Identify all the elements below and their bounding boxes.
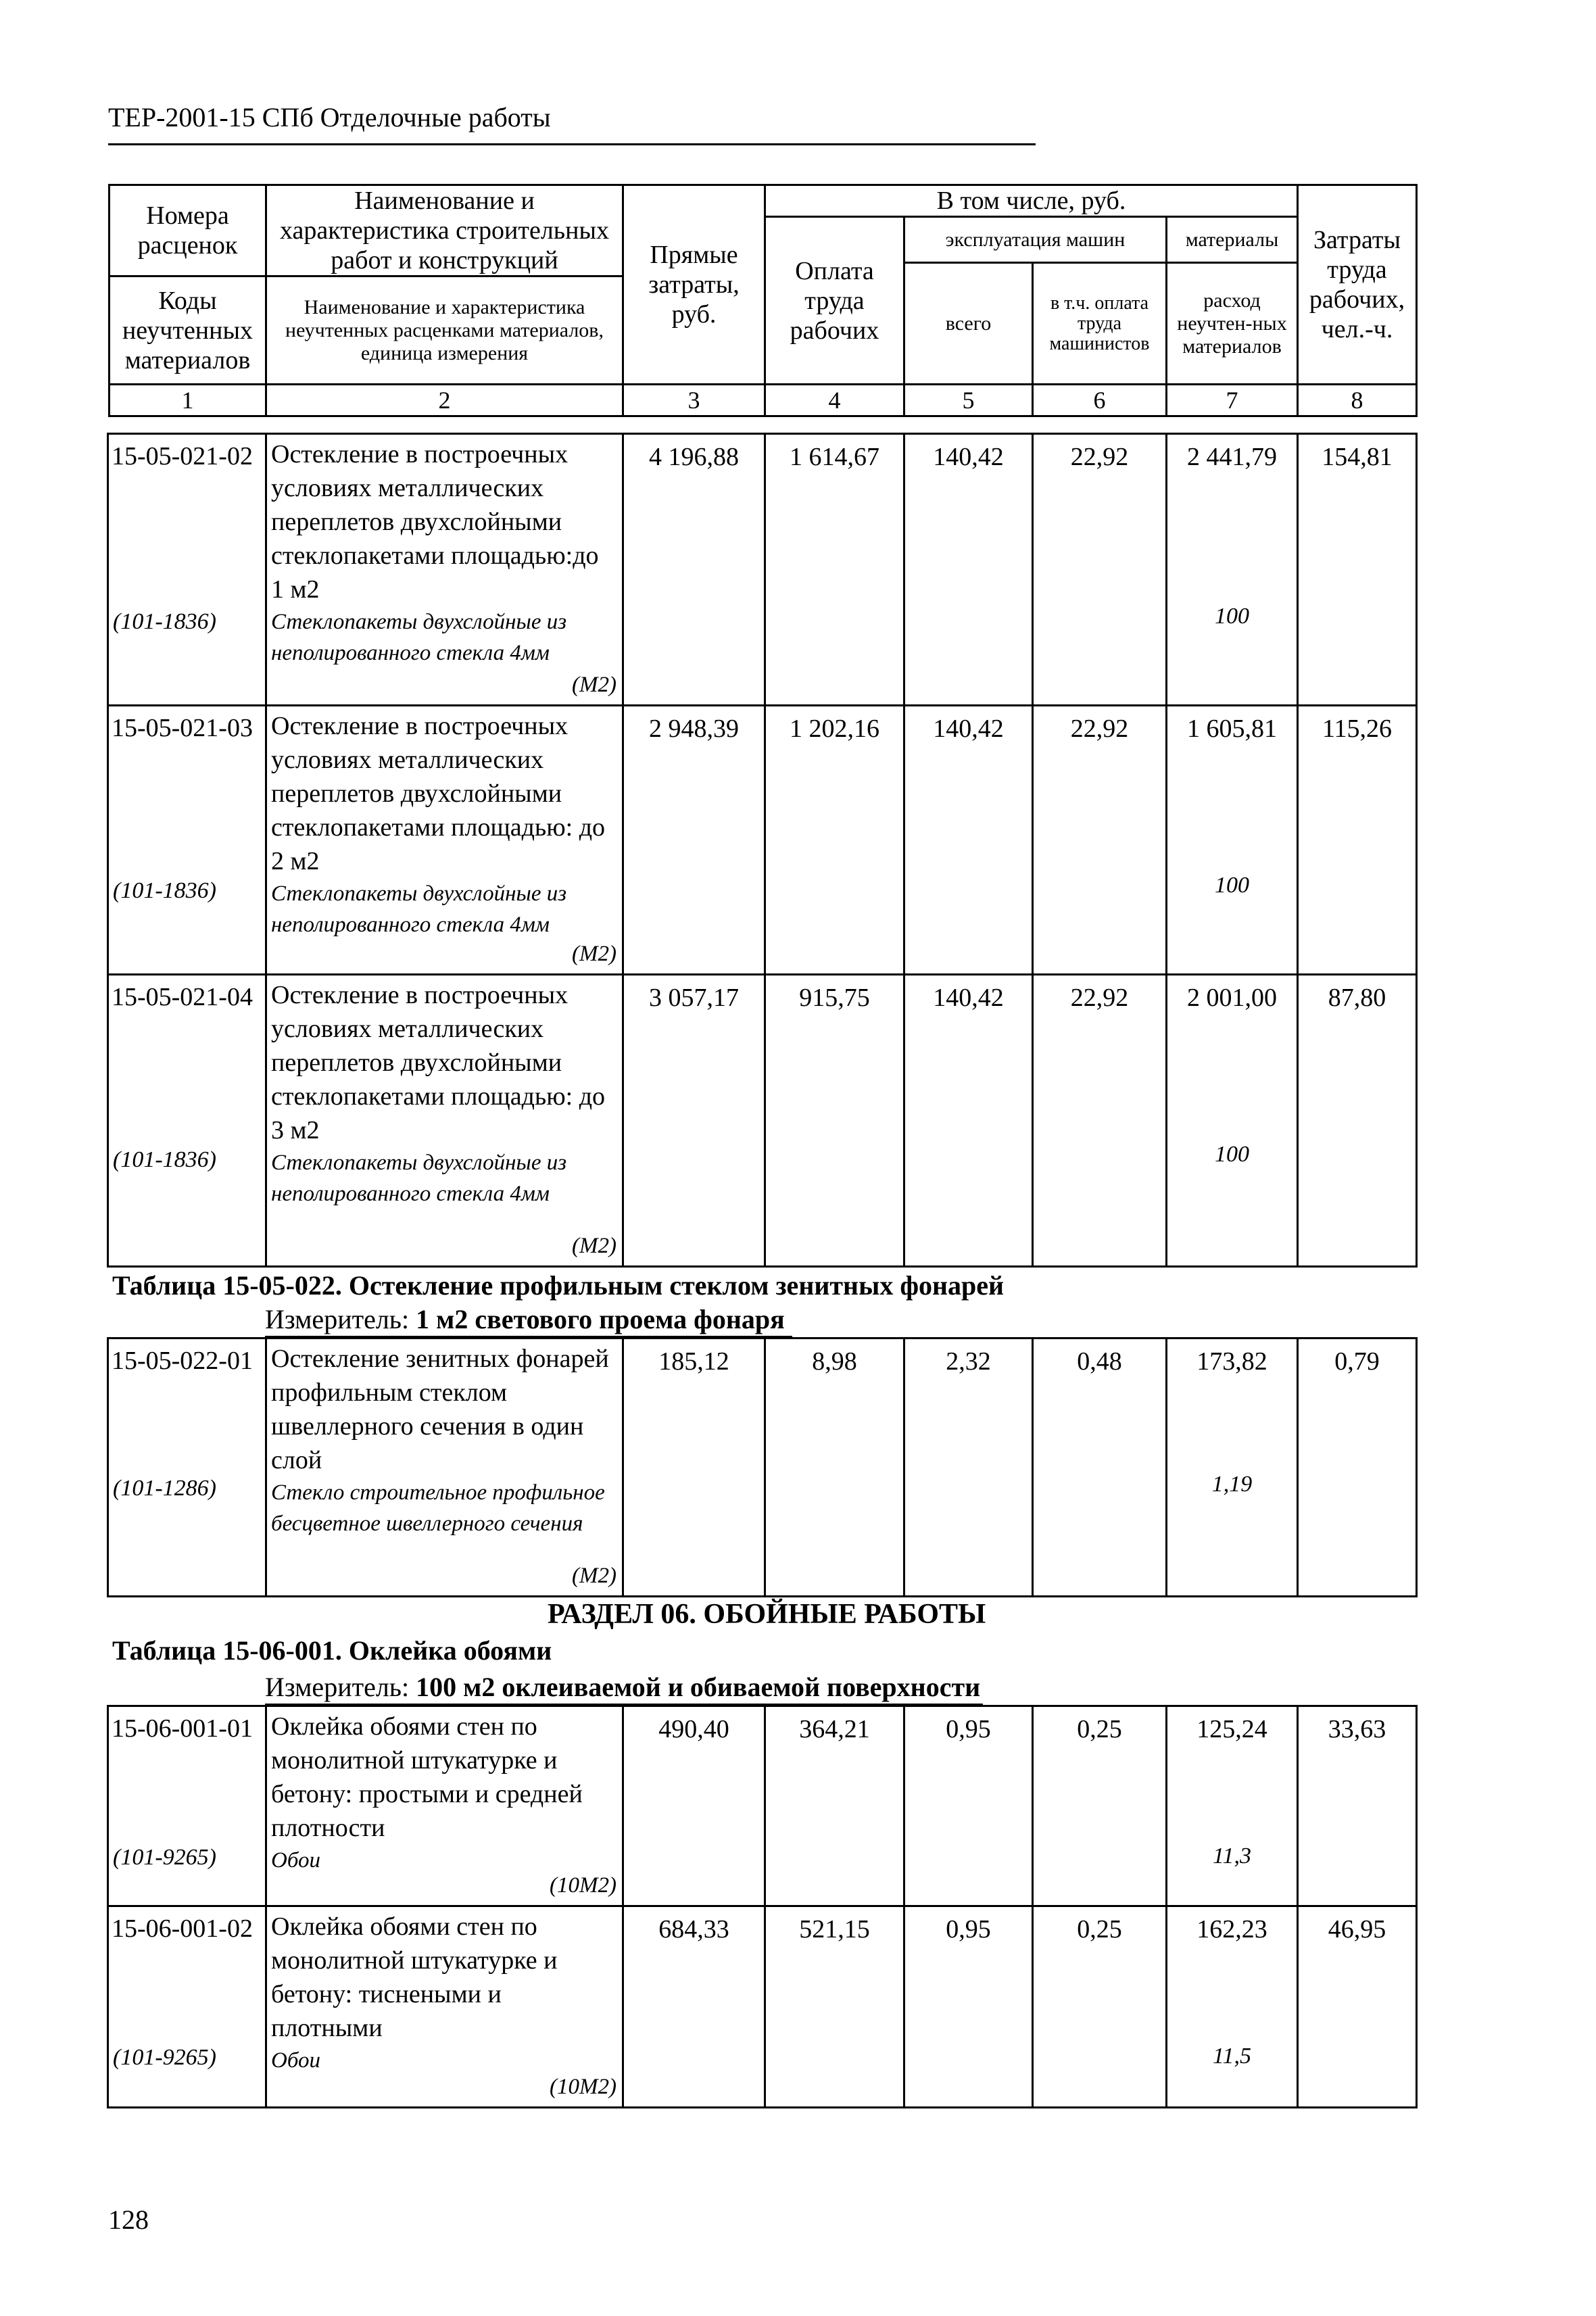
direct-costs: 2 948,39 xyxy=(623,706,765,975)
unit: (М2) xyxy=(572,1564,616,1588)
machinists-pay: 22,92 xyxy=(1033,706,1167,975)
header-col2-top: Наименование и характеристика строительных работ и конструкций xyxy=(266,185,623,276)
machines-total: 140,42 xyxy=(904,706,1033,975)
column-number-8: 8 xyxy=(1298,385,1417,416)
header-group: В том числе, руб. xyxy=(765,185,1298,217)
column-number-4: 4 xyxy=(765,385,904,416)
labor-hours: 33,63 xyxy=(1298,1706,1417,1906)
materials-cost: 2 001,00 xyxy=(1187,984,1277,1012)
labor-hours: 115,26 xyxy=(1298,706,1417,975)
materials-cost: 173,82 xyxy=(1196,1347,1267,1376)
measure-label: Измеритель: xyxy=(265,1304,410,1334)
table-row xyxy=(108,434,1417,706)
material-qty: 1,19 xyxy=(1211,1472,1253,1497)
measure-label: Измеритель: xyxy=(265,1672,410,1702)
machines-total: 0,95 xyxy=(904,1706,1033,1906)
labor-hours: 87,80 xyxy=(1298,975,1417,1267)
work-description: Остекление в построечных условиях металлических переплетов двухслойными стеклопакетами площадью: до 3 м2 xyxy=(271,981,606,1144)
labor-pay: 521,15 xyxy=(765,1906,904,2108)
column-number-2: 2 xyxy=(266,385,623,416)
material-code: (101-1836) xyxy=(113,609,216,634)
material-code: (101-1836) xyxy=(113,878,216,903)
header-col1-bottom: Коды неучтенных материалов xyxy=(110,276,266,385)
direct-costs: 4 196,88 xyxy=(623,434,765,706)
section-title-06: РАЗДЕЛ 06. ОБОЙНЫЕ РАБОТЫ xyxy=(548,1599,986,1630)
labor-hours: 154,81 xyxy=(1298,434,1417,706)
material-qty: 11,5 xyxy=(1213,2044,1251,2069)
table-row xyxy=(108,706,1417,975)
column-header-table xyxy=(108,184,1418,417)
column-number-5: 5 xyxy=(904,385,1033,416)
machines-total: 0,95 xyxy=(904,1906,1033,2108)
table-caption-15-06-001: Таблица 15-06-001. Оклейка обоями xyxy=(112,1635,552,1666)
material-code: (101-9265) xyxy=(113,2045,216,2070)
material-code: (101-1286) xyxy=(113,1476,216,1501)
direct-costs: 185,12 xyxy=(623,1338,765,1597)
table-row xyxy=(108,1706,1417,1906)
labor-pay: 8,98 xyxy=(765,1338,904,1597)
material-name: Обои xyxy=(271,2048,320,2073)
header-col3: Прямые затраты, руб. xyxy=(623,185,765,385)
materials-cost: 2 441,79 xyxy=(1187,443,1277,471)
labor-hours: 0,79 xyxy=(1298,1338,1417,1597)
column-number-1: 1 xyxy=(110,385,266,416)
column-number-7: 7 xyxy=(1167,385,1298,416)
table-row xyxy=(108,1906,1417,2108)
rate-code: 15-05-021-02 xyxy=(112,442,253,471)
machines-total: 140,42 xyxy=(904,434,1033,706)
machinists-pay: 22,92 xyxy=(1033,975,1167,1267)
header-col4: Оплата труда рабочих xyxy=(765,217,904,385)
labor-pay: 1 202,16 xyxy=(765,706,904,975)
material-qty: 100 xyxy=(1215,1142,1249,1167)
material-name: Обои xyxy=(271,1848,320,1873)
measure-15-06-001 xyxy=(265,1671,980,1703)
unit: (10М2) xyxy=(550,2075,616,2099)
material-name: Стекло строительное профильное бесцветное швеллерного сечения xyxy=(271,1480,605,1536)
header-rule xyxy=(108,143,1036,145)
direct-costs: 3 057,17 xyxy=(623,975,765,1267)
materials-cost: 125,24 xyxy=(1196,1715,1267,1743)
measure-15-05-022 xyxy=(265,1303,785,1335)
unit: (М2) xyxy=(572,1234,616,1258)
material-qty: 100 xyxy=(1215,604,1249,629)
rate-code: 15-06-001-02 xyxy=(112,1914,253,1943)
table-caption-15-05-022: Таблица 15-05-022. Остекление профильным стеклом зенитных фонарей xyxy=(112,1270,1005,1301)
work-description: Остекление в построечных условиях металлических переплетов двухслойными стеклопакетами площадью: до 2 м2 xyxy=(271,712,606,875)
machinists-pay: 0,25 xyxy=(1033,1906,1167,2108)
rate-code: 15-05-021-03 xyxy=(112,714,253,742)
material-name: Стеклопакеты двухслойные из неполированного стекла 4мм xyxy=(271,882,567,937)
work-description: Остекление в построечных условиях металлических переплетов двухслойными стеклопакетами площадью:до 1 м2 xyxy=(271,440,599,604)
column-number-6: 6 xyxy=(1033,385,1167,416)
data-table-15-06-001 xyxy=(107,1705,1418,2108)
material-qty: 11,3 xyxy=(1213,1843,1251,1868)
work-description: Оклейка обоями стен по монолитной штукатурке и бетону: простыми и средней плотности xyxy=(271,1712,583,1842)
data-table-15-05-022 xyxy=(107,1337,1418,1597)
table-row xyxy=(108,1338,1417,1597)
labor-hours: 46,95 xyxy=(1298,1906,1417,2108)
rate-code: 15-06-001-01 xyxy=(112,1714,253,1743)
work-description: Остекление зенитных фонарей профильным стеклом швеллерного сечения в один слой xyxy=(271,1345,609,1474)
machinists-pay: 0,25 xyxy=(1033,1706,1167,1906)
labor-pay: 915,75 xyxy=(765,975,904,1267)
header-col5: всего xyxy=(904,263,1033,385)
header-col7: расход неучтен-ных материалов xyxy=(1167,263,1298,385)
labor-pay: 364,21 xyxy=(765,1706,904,1906)
direct-costs: 684,33 xyxy=(623,1906,765,2108)
running-header: ТЕР-2001-15 СПб Отделочные работы xyxy=(108,102,551,132)
machinists-pay: 0,48 xyxy=(1033,1338,1167,1597)
machines-total: 140,42 xyxy=(904,975,1033,1267)
labor-pay: 1 614,67 xyxy=(765,434,904,706)
materials-cost: 1 605,81 xyxy=(1187,715,1277,743)
data-table-15-05-021 xyxy=(107,433,1418,1268)
machinists-pay: 22,92 xyxy=(1033,434,1167,706)
unit: (М2) xyxy=(572,673,616,697)
header-col2-bottom: Наименование и характеристика неучтенных расценками материалов, единица измерения xyxy=(266,276,623,385)
unit: (10М2) xyxy=(550,1873,616,1898)
header-col1-top: Номера расценок xyxy=(110,185,266,276)
material-name: Стеклопакеты двухслойные из неполированного стекла 4мм xyxy=(271,610,567,665)
column-number-3: 3 xyxy=(623,385,765,416)
unit: (М2) xyxy=(572,942,616,966)
machines-total: 2,32 xyxy=(904,1338,1033,1597)
header-col6: в т.ч. оплата труда машинистов xyxy=(1033,263,1167,385)
measure-value: 1 м2 светового проема фонаря xyxy=(416,1304,785,1334)
direct-costs: 490,40 xyxy=(623,1706,765,1906)
rate-code: 15-05-021-04 xyxy=(112,983,253,1011)
material-name: Стеклопакеты двухслойные из неполированного стекла 4мм xyxy=(271,1151,567,1206)
table-row xyxy=(108,975,1417,1267)
material-qty: 100 xyxy=(1215,873,1249,898)
header-col8: Затраты труда рабочих, чел.-ч. xyxy=(1298,185,1417,385)
material-code: (101-1836) xyxy=(113,1147,216,1172)
work-description: Оклейка обоями стен по монолитной штукатурке и бетону: тиснеными и плотными xyxy=(271,1912,558,2042)
measure-value: 100 м2 оклеиваемой и обиваемой поверхности xyxy=(416,1672,981,1702)
rate-code: 15-05-022-01 xyxy=(112,1347,253,1375)
materials-cost: 162,23 xyxy=(1196,1915,1267,1944)
page-number: 128 xyxy=(108,2204,149,2235)
header-machines: эксплуатация машин xyxy=(904,217,1167,263)
material-code: (101-9265) xyxy=(113,1845,216,1870)
header-materials: материалы xyxy=(1167,217,1298,263)
